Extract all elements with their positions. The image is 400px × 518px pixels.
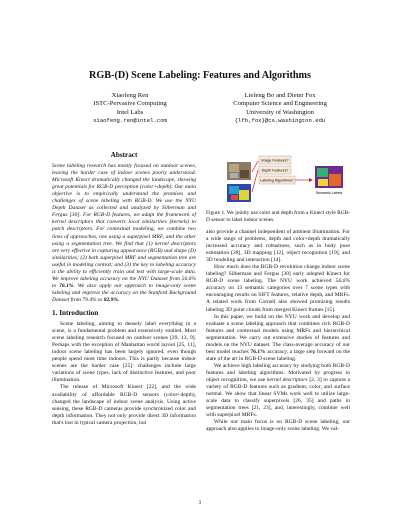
body-paragraph: In this paper, we build on the NYU work and develop and evaluate a scene labeling approach that combines rich RGB-D features and contextual models using MRFs and hierarchical segmentation. We carry out extensive studies of features and models on the NYU dataset. The class-average accuracy of our best model reaches 76.1% accuracy, a large step forward on the state of the art in RGB-D scene labeling. bbox=[206, 313, 350, 362]
abstract-value: 76.1% bbox=[59, 282, 74, 289]
right-column bbox=[206, 229, 350, 433]
author-affiliation: University of Washington bbox=[246, 108, 314, 116]
paper-title: RGB-(D) Scene Labeling: Features and Algorithms bbox=[89, 70, 311, 81]
rgb-image-thumbnail bbox=[227, 162, 251, 180]
body-paragraph: While our main focus is on RGB-D scene labeling, our approach also applies to image-only scene labeling. We val- bbox=[206, 419, 350, 433]
author-affiliation: ISTC-Pervasive Computing bbox=[93, 100, 167, 108]
author-affiliation: Intel Labs bbox=[116, 108, 144, 116]
author-email: {lfb,fox}@cs.washington.edu bbox=[234, 116, 326, 124]
figure-label-depth-features: Depth Features? bbox=[261, 168, 289, 173]
author-block-left bbox=[60, 92, 200, 125]
author-block-right bbox=[210, 92, 350, 125]
abstract-text: Scene labeling research has mostly focused on outdoor scenes, leaving the harder case of indoor scenes poorly understood. Microsoft Kinect dramatically changed the landscape, showing great potentials for RGB-D perception (color+depth). Our main objective is to empirically understand the promises and challenges of scene labeling with RGB-D. We use the NYU Depth Dataset as collected and analyzed by Silberman and Fergus [30]. For RGB-D features, we adapt the framework of kernel descriptors that converts local similarities (kernels) to patch descriptors. For contextual modeling, we combine two lines of approaches, one using a superpixel MRF, and the other using a segmentation tree. We find that (1) kernel descriptors are very effective in capturing appearance (RGB) and shape (D) similarities; (2) both superpixel MRF and segmentation tree are useful in modeling context; and (3) the key to labeling accuracy is the ability to efficiently train and test with large-scale data. We improve labeling accuracy on the NYU Dataset from 56.6% to 76.1%. We also apply our approach to image-only scene labeling and improve the accuracy on the Stanford Background Dataset from 79.4% to 82.9%. bbox=[52, 163, 196, 303]
author-email: xiaofeng.ren@intel.com bbox=[93, 116, 167, 124]
author-name: Xiaofeng Ren bbox=[111, 92, 149, 99]
depth-image-thumbnail bbox=[227, 184, 251, 202]
body-paragraph: also provide a channel independent of ambient illumination. For a wide range of problems, depth and color+depth dramatically increased accuracy and robustness, such as in body pose estimation [28], 3D mapping [12], object recognition [19], and 3D modeling and interaction [14]. bbox=[206, 229, 350, 264]
figure-label-image-features: Image Features? bbox=[261, 158, 289, 163]
section-heading-introduction: 1. Introduction bbox=[52, 308, 99, 317]
intro-paragraph: Scene labeling, aiming to densely label everything in a scene, is a fundamental problem and extensively studied. Most scene labeling research focused on outdoor scenes [29, 13, 9]. Perhaps with the exception of Manhattan world layout [25, 11], indoor scene labeling has been largely ignored, even though people spend most time indoors. This is partly because indoor scenes are the harder case [25]: challenges include large variations of scene types, lack of distinctive features, and poor illumination. bbox=[52, 321, 196, 384]
abstract-heading: Abstract bbox=[110, 151, 138, 159]
page-number: 1 bbox=[198, 500, 202, 506]
body-paragraph: We achieve high labeling accuracy by studying both RGB-D features and labeling algorithms. Motivated by progress in object recognition, we use kernel descriptors [2, 3] to capture a variety of RGB-D features such as gradient, color, and surface normal. We show that linear SVMs work well to utilize large-scale data to classify superpixels [26, 35] and paths in segmentation trees [21, 23], and, interestingly, combine well with superpixel MRFs. bbox=[206, 362, 350, 419]
figure-1 bbox=[225, 152, 345, 204]
left-column bbox=[52, 152, 196, 427]
intro-paragraph: The release of Microsoft Kinect [22], and the wide availability of affordable RGB-D sensors (color+depth), changed the landscape of indoor scene analysis. Using active sensing, these RGB-D cameras provide synchronized color and depth information. They not only provide direct 3D information that's lost in typical camera projection, but bbox=[52, 384, 196, 426]
semantic-labels-thumbnail bbox=[315, 166, 343, 195]
author-name: Liefeng Bo and Dieter Fox bbox=[244, 92, 316, 99]
abstract-value: 82.9% bbox=[103, 296, 119, 303]
figure-label-labeling-algorithms: Labeling Algorithms? bbox=[260, 178, 294, 183]
figure-label-semantic-labels: Semantic Labels bbox=[315, 191, 343, 195]
author-affiliation: Computer Science and Engineering bbox=[233, 100, 327, 108]
figure-caption: Figure 1. We jointly use color and depth from a Kinect style RGB-D sensor to label indoor scenes. bbox=[206, 210, 350, 223]
body-paragraph: How much does the RGB-D revolution change indoor scene labeling? Silberman and Fergus [30] early adopted Kinect for RGB-D scene labeling. The NYU work achieved 56.6% accuracy on 13 semantic categories over 7 scene types with encouraging results on SIFT features, relative depth, and MRFs. A related work from Cornell also showed promising results labeling 3D point clouds from merged Kinect frames [15]. bbox=[206, 264, 350, 313]
label-boxes bbox=[259, 156, 295, 184]
